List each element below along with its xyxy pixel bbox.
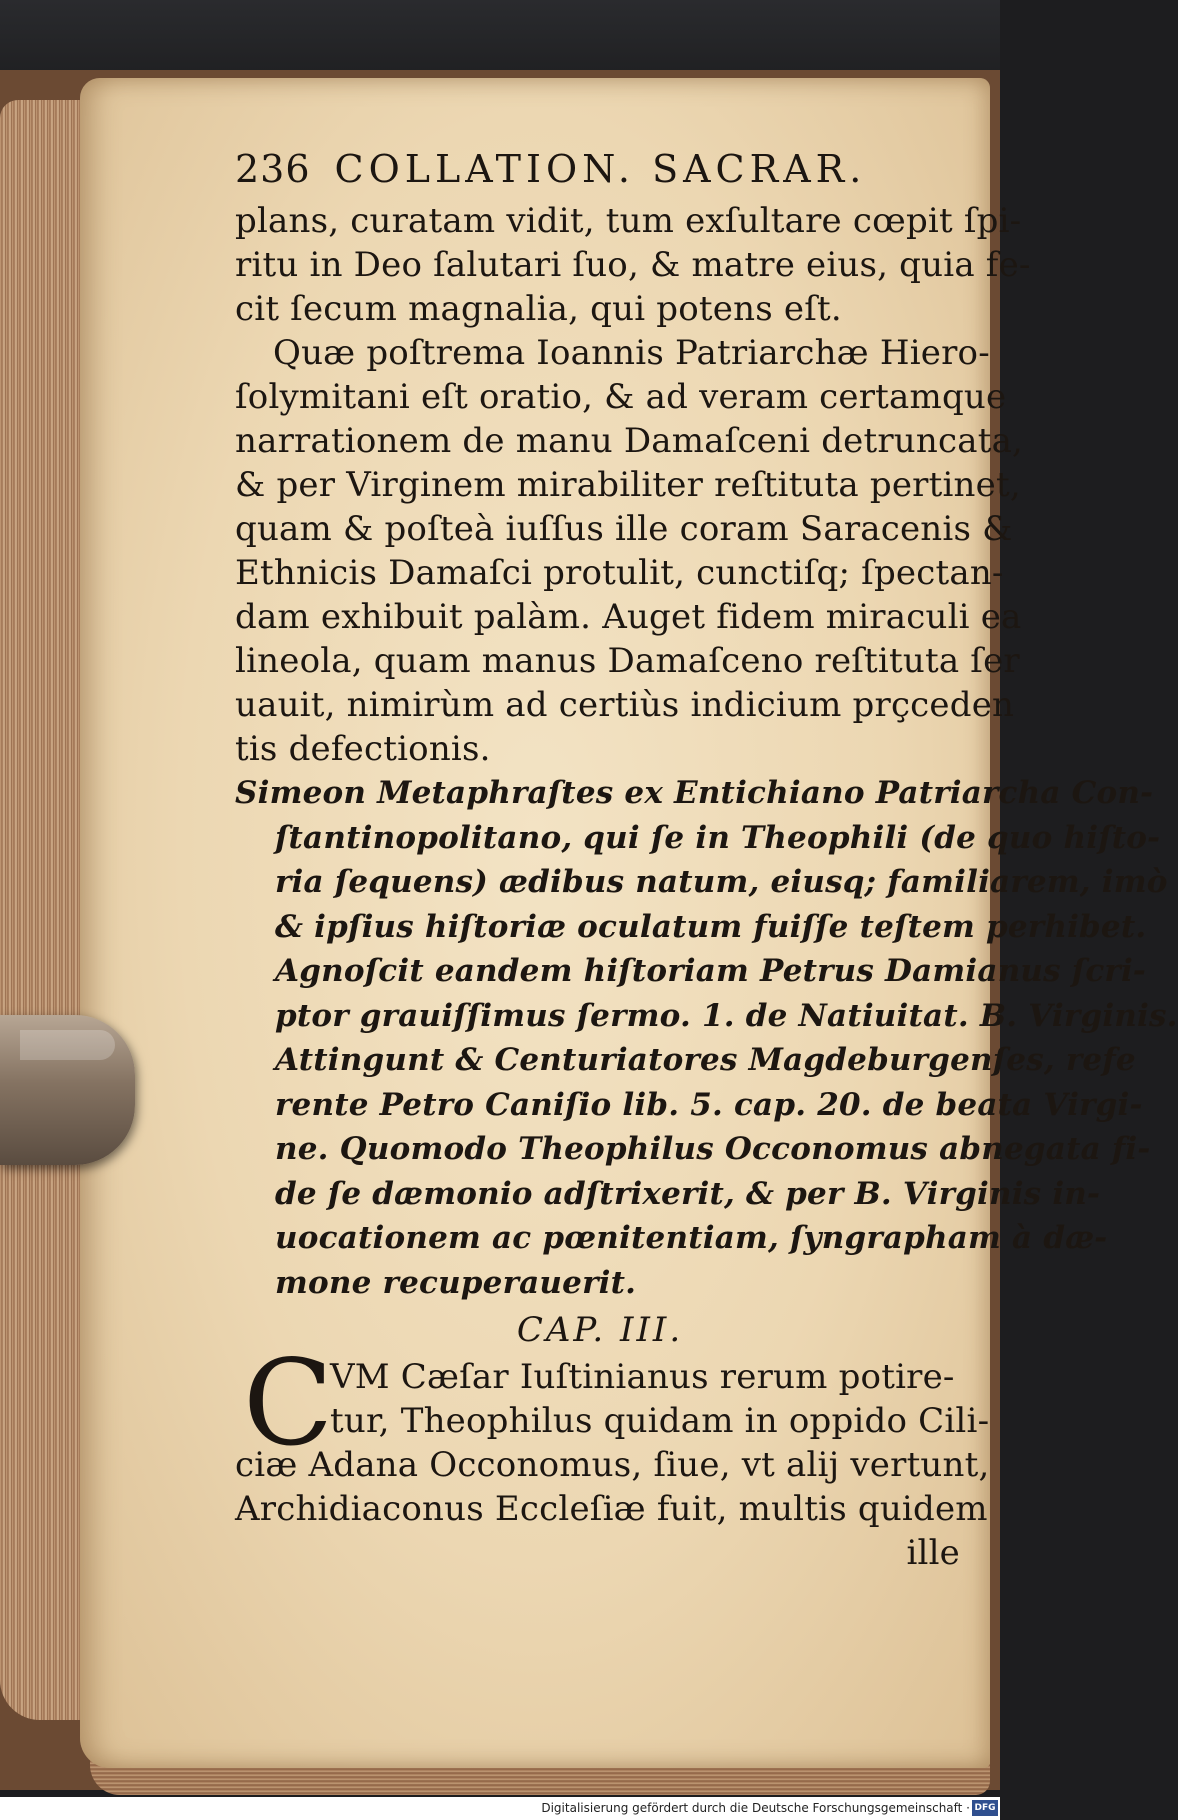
text-line: Archidiaconus Eccleſiæ fuit, multis quidem (235, 1489, 988, 1529)
source-note (235, 771, 1178, 1305)
page-text (235, 145, 1178, 1575)
text-line: Ethnicis Damaſci protulit, cunctiſq; ſpectan- (235, 553, 1004, 593)
text-line: dam exhibuit palàm. Auget fidem miraculi ea (235, 597, 1022, 637)
text-line: narrationem de manu Damaſceni detruncata, (235, 421, 1024, 461)
text-line: plans, curatam vidit, tum exſultare cœpit ſpi- (235, 201, 1022, 241)
note-line: ptor grauiſſimus ſermo. 1. de Natiuitat. B. Virginis. (275, 997, 1178, 1034)
chapter-heading: CAP. III. (516, 1310, 684, 1350)
chapter-opening (235, 1334, 990, 1575)
note-line: Attingunt & Centuriatores Magdeburgenſes, refe (275, 1042, 1136, 1078)
text-line: tur, Theophilus quidam in oppido Cili- (330, 1401, 990, 1441)
text-line: ritu in Deo ſalutari ſuo, & matre eius, quia fe- (235, 245, 1031, 285)
text-line: VM Cæſar Iuſtinianus rerum potire- (330, 1357, 955, 1397)
note-line: ne. Quomodo Theophilus Occonomus abnegata fi- (275, 1131, 1151, 1167)
note-line: ſtantinopolitano, qui ſe in Theophili (de quo hiſto- (275, 819, 1161, 856)
note-line: mone recuperauerit. (275, 1264, 637, 1301)
paragraph-continuation (235, 199, 1031, 331)
dfg-logo: DFG (972, 1800, 998, 1816)
text-line: quam & poſteà iuſſus ille coram Saracenis & (235, 509, 1013, 549)
running-title: COLLATION. SACRAR. (334, 147, 867, 191)
text-line: ciæ Adana Occonomus, ſiue, vt alij vertunt, (235, 1445, 990, 1485)
note-line: uocationem ac pœnitentiam, ſyngrapham à dæ- (275, 1220, 1108, 1256)
catchword: ille (906, 1533, 960, 1573)
paragraph-oration (235, 331, 1024, 771)
footer-bar (0, 1797, 1000, 1820)
text-line: uauit, nimirùm ad certiùs indicium prçceden (235, 685, 1015, 725)
drop-cap: C (243, 1334, 334, 1472)
text-line: lineola, quam manus Damaſceno reſtituta ſer (235, 641, 1020, 681)
note-line: de ſe dæmonio adſtrixerit, & per B. Virginis in- (275, 1175, 1101, 1212)
book-clasp-highlight (20, 1030, 115, 1060)
text-line: & per Virginem mirabiliter reſtituta pertinet, (235, 465, 1021, 505)
running-header (235, 145, 965, 193)
text-line: tis defectionis. (235, 729, 491, 769)
text-line: ſolymitani eſt oratio, & ad veram certamque (235, 377, 1007, 417)
note-line: ria ſequens) ædibus natum, eiusq; familiarem, imò (275, 864, 1168, 900)
note-line: Simeon Metaphraſtes ex Entichiano Patriarcha Con- (235, 775, 1154, 811)
note-line: Agnoſcit eandem hiſtoriam Petrus Damianus ſcri- (275, 953, 1146, 989)
text-line: cit ſecum magnalia, qui potens eſt. (235, 289, 842, 329)
note-line: rente Petro Caniſio lib. 5. cap. 20. de beata Virgi- (275, 1086, 1143, 1123)
page-number: 236 (235, 147, 311, 191)
funding-credit: Digitalisierung gefördert durch die Deutsche Forschungsgemeinschaft · (541, 1801, 970, 1815)
note-line: & ipſius hiſtoriæ oculatum fuiſſe teſtem perhibet. (275, 908, 1147, 945)
text-line: Quæ poſtrema Ioannis Patriarchæ Hiero- (273, 333, 990, 373)
